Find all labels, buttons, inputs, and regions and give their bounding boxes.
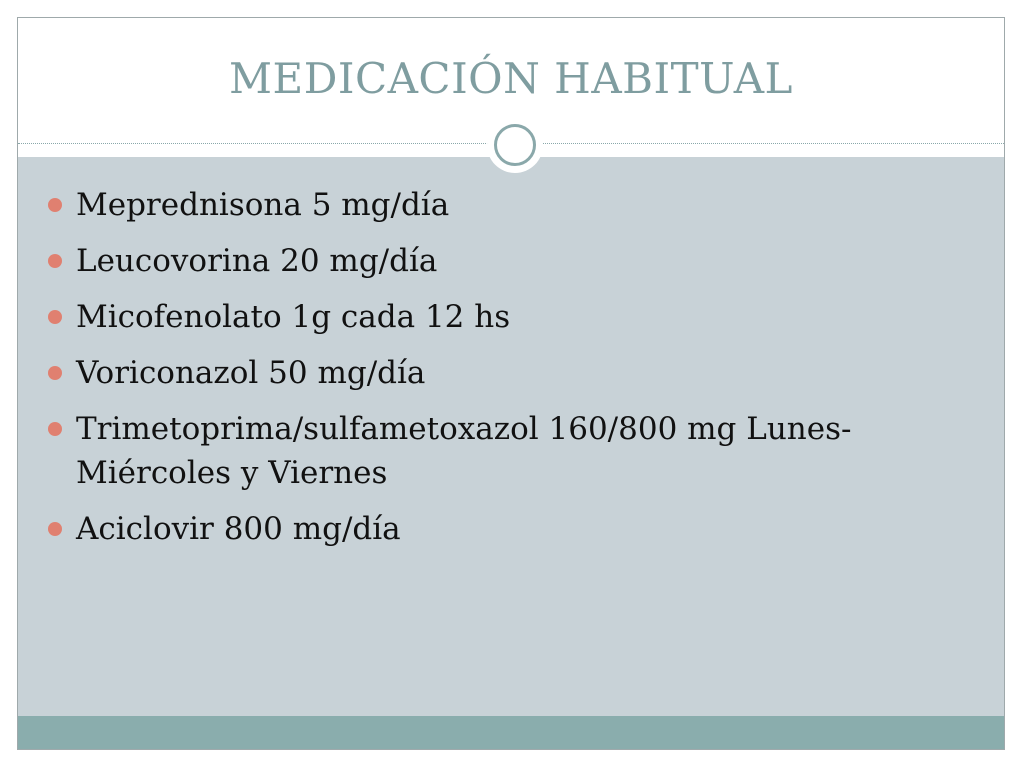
list-item-text: Meprednisona 5 mg/día [76, 187, 450, 223]
list-item-text: Trimetoprima/sulfametoxazol 160/800 mg Lunes-Miércoles y Viernes [76, 411, 852, 491]
list-item-text: Leucovorina 20 mg/día [76, 243, 438, 279]
list-item [48, 239, 968, 283]
bullet-dot-icon [48, 310, 62, 324]
list-item [48, 407, 968, 495]
footer-band [18, 716, 1004, 750]
list-item [48, 295, 968, 339]
list-item-text: Voriconazol 50 mg/día [76, 355, 426, 391]
list-item-text: Micofenolato 1g cada 12 hs [76, 299, 511, 335]
bullet-dot-icon [48, 366, 62, 380]
bullet-dot-icon [48, 198, 62, 212]
list-item-text: Aciclovir 800 mg/día [76, 511, 401, 547]
slide [17, 17, 1005, 750]
bullet-dot-icon [48, 254, 62, 268]
list-item [48, 351, 968, 395]
list-item [48, 183, 968, 227]
slide-title: MEDICACIÓN HABITUAL [229, 54, 793, 103]
circle-ornament-ring [494, 124, 536, 166]
circle-ornament-icon [487, 117, 543, 173]
bullet-dot-icon [48, 422, 62, 436]
medication-list [48, 183, 968, 563]
list-item [48, 507, 968, 551]
bullet-dot-icon [48, 522, 62, 536]
